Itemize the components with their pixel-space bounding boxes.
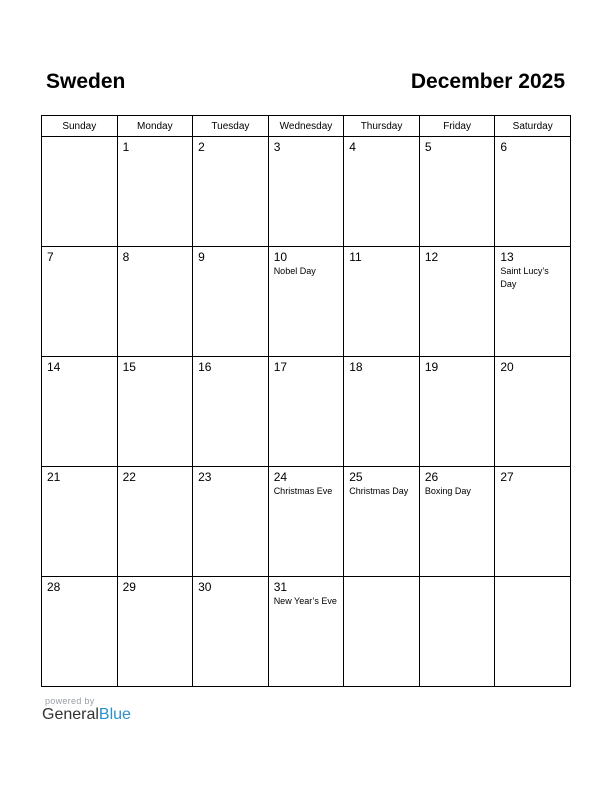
day-cell bbox=[344, 577, 420, 687]
day-number: 26 bbox=[424, 470, 439, 484]
day-number: 11 bbox=[349, 250, 362, 264]
powered-by-text: powered by bbox=[45, 696, 95, 706]
day-cell bbox=[268, 137, 344, 247]
day-cell bbox=[117, 357, 193, 467]
day-number: 28 bbox=[47, 580, 61, 594]
day-cell bbox=[344, 247, 420, 357]
weekday-friday: Friday bbox=[419, 116, 495, 137]
week-row-5 bbox=[42, 577, 571, 687]
brand-name bbox=[42, 706, 131, 723]
day-number: 31 bbox=[273, 580, 288, 594]
day-cell bbox=[344, 137, 420, 247]
day-cell bbox=[193, 247, 269, 357]
day-number: 2 bbox=[198, 140, 205, 154]
day-cell bbox=[419, 467, 495, 577]
week-row-4 bbox=[42, 467, 571, 577]
day-cell bbox=[268, 577, 344, 687]
day-number: 5 bbox=[424, 140, 432, 154]
day-number: 25 bbox=[349, 470, 363, 484]
weekday-monday: Monday bbox=[117, 116, 193, 137]
week-row-2 bbox=[42, 247, 571, 357]
day-number: 16 bbox=[198, 360, 212, 374]
day-cell bbox=[344, 467, 420, 577]
day-number: 17 bbox=[273, 360, 288, 374]
day-number: 12 bbox=[424, 250, 439, 264]
day-number: 23 bbox=[198, 470, 212, 484]
day-cell bbox=[495, 467, 571, 577]
day-cell bbox=[42, 137, 118, 247]
month-title: December 2025 bbox=[410, 70, 565, 93]
day-number: 14 bbox=[47, 360, 61, 374]
day-cell bbox=[193, 137, 269, 247]
brand-general-text: General bbox=[42, 706, 99, 723]
holiday-label: New Year’s Eve bbox=[273, 596, 337, 606]
day-number: 20 bbox=[500, 360, 514, 374]
country-title: Sweden bbox=[46, 70, 126, 93]
day-cell bbox=[495, 577, 571, 687]
weekday-saturday: Saturday bbox=[495, 116, 571, 137]
day-number: 27 bbox=[500, 470, 514, 484]
day-cell bbox=[419, 247, 495, 357]
day-number: 24 bbox=[273, 470, 288, 484]
day-cell bbox=[495, 137, 571, 247]
day-number: 4 bbox=[349, 140, 356, 154]
day-cell bbox=[117, 467, 193, 577]
holiday-label: Nobel Day bbox=[273, 266, 316, 276]
day-cell bbox=[193, 577, 269, 687]
day-number: 9 bbox=[198, 250, 205, 264]
calendar-grid bbox=[41, 115, 571, 687]
day-cell bbox=[268, 357, 344, 467]
day-cell bbox=[419, 577, 495, 687]
day-cell bbox=[42, 247, 118, 357]
day-number: 29 bbox=[122, 580, 136, 594]
day-number: 3 bbox=[273, 140, 281, 154]
day-cell bbox=[42, 357, 118, 467]
day-number: 21 bbox=[47, 470, 61, 484]
day-cell bbox=[495, 247, 571, 357]
day-number: 6 bbox=[500, 140, 508, 154]
weekday-header-row bbox=[42, 116, 571, 137]
day-cell bbox=[268, 467, 344, 577]
weekday-wednesday: Wednesday bbox=[268, 116, 344, 137]
day-cell bbox=[344, 357, 420, 467]
weekday-thursday: Thursday bbox=[344, 116, 420, 137]
day-number: 1 bbox=[122, 140, 130, 154]
brand-blue-text: Blue bbox=[98, 706, 131, 723]
holiday-label: Christmas Eve bbox=[273, 486, 333, 496]
day-cell bbox=[268, 247, 344, 357]
day-cell bbox=[117, 247, 193, 357]
holiday-label: Boxing Day bbox=[424, 486, 471, 496]
day-number: 13 bbox=[500, 250, 514, 264]
brand-logo[interactable] bbox=[42, 696, 131, 724]
day-cell bbox=[117, 137, 193, 247]
weekday-tuesday: Tuesday bbox=[193, 116, 269, 137]
day-cell bbox=[495, 357, 571, 467]
day-number: 19 bbox=[424, 360, 439, 374]
week-row-3 bbox=[42, 357, 571, 467]
holiday-label: Christmas Day bbox=[349, 486, 409, 496]
day-cell bbox=[193, 467, 269, 577]
day-cell bbox=[42, 467, 118, 577]
day-cell bbox=[419, 357, 495, 467]
weekday-sunday: Sunday bbox=[42, 116, 118, 137]
day-number: 7 bbox=[47, 250, 54, 264]
day-number: 15 bbox=[122, 360, 136, 374]
day-cell bbox=[42, 577, 118, 687]
day-cell bbox=[117, 577, 193, 687]
day-number: 18 bbox=[349, 360, 363, 374]
day-number: 30 bbox=[198, 580, 212, 594]
holiday-label: Saint Lucy’s Day bbox=[500, 266, 549, 289]
day-number: 22 bbox=[122, 470, 136, 484]
day-number: 8 bbox=[122, 250, 130, 264]
day-number: 10 bbox=[273, 250, 288, 264]
week-row-1 bbox=[42, 137, 571, 247]
day-cell bbox=[193, 357, 269, 467]
day-cell bbox=[419, 137, 495, 247]
